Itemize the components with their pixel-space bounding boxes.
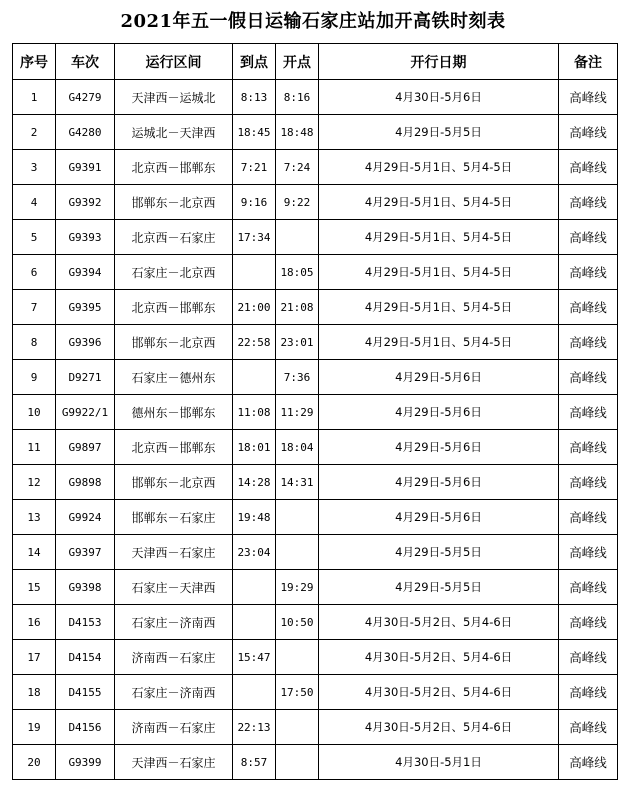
cell-depart: 7:36 xyxy=(276,360,319,395)
cell-depart: 8:16 xyxy=(276,80,319,115)
cell-depart: 10:50 xyxy=(276,605,319,640)
cell-train: G9897 xyxy=(56,430,115,465)
cell-arrive: 18:45 xyxy=(233,115,276,150)
cell-route: 天津西－运城北 xyxy=(115,80,233,115)
timetable xyxy=(12,43,618,780)
table-body xyxy=(13,80,618,780)
table-row xyxy=(13,325,618,360)
header-row xyxy=(13,44,618,80)
cell-remark: 高峰线 xyxy=(559,255,618,290)
cell-remark: 高峰线 xyxy=(559,290,618,325)
header-route: 运行区间 xyxy=(115,44,233,80)
cell-train: D4153 xyxy=(56,605,115,640)
cell-route: 石家庄－济南西 xyxy=(115,675,233,710)
header-seq: 序号 xyxy=(13,44,56,80)
cell-seq: 7 xyxy=(13,290,56,325)
table-row xyxy=(13,290,618,325)
cell-route: 邯郸东－石家庄 xyxy=(115,500,233,535)
cell-remark: 高峰线 xyxy=(559,115,618,150)
cell-train: G9393 xyxy=(56,220,115,255)
cell-arrive xyxy=(233,675,276,710)
table-row xyxy=(13,535,618,570)
table-row xyxy=(13,430,618,465)
cell-seq: 8 xyxy=(13,325,56,360)
cell-seq: 20 xyxy=(13,745,56,780)
cell-seq: 1 xyxy=(13,80,56,115)
cell-remark: 高峰线 xyxy=(559,605,618,640)
cell-train: D4154 xyxy=(56,640,115,675)
cell-route: 济南西－石家庄 xyxy=(115,710,233,745)
cell-route: 邯郸东－北京西 xyxy=(115,185,233,220)
cell-route: 石家庄－济南西 xyxy=(115,605,233,640)
cell-arrive: 22:58 xyxy=(233,325,276,360)
cell-arrive: 14:28 xyxy=(233,465,276,500)
cell-train: G9922/1 xyxy=(56,395,115,430)
cell-train: G9394 xyxy=(56,255,115,290)
cell-route: 邯郸东－北京西 xyxy=(115,325,233,360)
cell-train: G9398 xyxy=(56,570,115,605)
cell-arrive: 9:16 xyxy=(233,185,276,220)
cell-arrive xyxy=(233,360,276,395)
cell-train: G9924 xyxy=(56,500,115,535)
cell-dates: 4月29日-5月5日 xyxy=(319,570,559,605)
cell-depart xyxy=(276,535,319,570)
table-row xyxy=(13,115,618,150)
cell-dates: 4月29日-5月1日、5月4-5日 xyxy=(319,255,559,290)
cell-depart: 7:24 xyxy=(276,150,319,185)
table-row xyxy=(13,80,618,115)
cell-seq: 19 xyxy=(13,710,56,745)
cell-depart: 17:50 xyxy=(276,675,319,710)
cell-seq: 11 xyxy=(13,430,56,465)
cell-train: G9395 xyxy=(56,290,115,325)
cell-depart: 18:48 xyxy=(276,115,319,150)
cell-dates: 4月29日-5月1日、5月4-5日 xyxy=(319,290,559,325)
cell-remark: 高峰线 xyxy=(559,570,618,605)
cell-depart xyxy=(276,640,319,675)
cell-dates: 4月29日-5月5日 xyxy=(319,535,559,570)
cell-route: 运城北－天津西 xyxy=(115,115,233,150)
cell-dates: 4月30日-5月2日、5月4-6日 xyxy=(319,710,559,745)
cell-route: 德州东－邯郸东 xyxy=(115,395,233,430)
cell-remark: 高峰线 xyxy=(559,500,618,535)
cell-depart xyxy=(276,500,319,535)
table-row xyxy=(13,605,618,640)
cell-remark: 高峰线 xyxy=(559,80,618,115)
cell-remark: 高峰线 xyxy=(559,675,618,710)
header-depart: 开点 xyxy=(276,44,319,80)
cell-seq: 17 xyxy=(13,640,56,675)
cell-dates: 4月30日-5月2日、5月4-6日 xyxy=(319,640,559,675)
cell-arrive: 17:34 xyxy=(233,220,276,255)
cell-dates: 4月30日-5月1日 xyxy=(319,745,559,780)
cell-route: 北京西－邯郸东 xyxy=(115,150,233,185)
cell-route: 邯郸东－北京西 xyxy=(115,465,233,500)
cell-remark: 高峰线 xyxy=(559,745,618,780)
cell-arrive: 15:47 xyxy=(233,640,276,675)
cell-dates: 4月29日-5月6日 xyxy=(319,395,559,430)
cell-seq: 9 xyxy=(13,360,56,395)
table-row xyxy=(13,500,618,535)
cell-remark: 高峰线 xyxy=(559,430,618,465)
cell-seq: 12 xyxy=(13,465,56,500)
cell-dates: 4月29日-5月1日、5月4-5日 xyxy=(319,185,559,220)
cell-route: 北京西－邯郸东 xyxy=(115,290,233,325)
cell-arrive xyxy=(233,570,276,605)
cell-seq: 14 xyxy=(13,535,56,570)
cell-dates: 4月29日-5月5日 xyxy=(319,115,559,150)
table-row xyxy=(13,185,618,220)
cell-depart: 18:05 xyxy=(276,255,319,290)
cell-route: 石家庄－北京西 xyxy=(115,255,233,290)
cell-remark: 高峰线 xyxy=(559,710,618,745)
cell-remark: 高峰线 xyxy=(559,360,618,395)
cell-remark: 高峰线 xyxy=(559,535,618,570)
cell-dates: 4月29日-5月1日、5月4-5日 xyxy=(319,220,559,255)
cell-seq: 2 xyxy=(13,115,56,150)
cell-route: 天津西－石家庄 xyxy=(115,745,233,780)
cell-train: D4156 xyxy=(56,710,115,745)
cell-depart: 21:08 xyxy=(276,290,319,325)
cell-arrive: 11:08 xyxy=(233,395,276,430)
cell-train: G9397 xyxy=(56,535,115,570)
page-title: 2021年五一假日运输石家庄站加开高铁时刻表 xyxy=(120,11,506,32)
table-row xyxy=(13,150,618,185)
cell-depart: 23:01 xyxy=(276,325,319,360)
cell-train: D9271 xyxy=(56,360,115,395)
cell-depart: 19:29 xyxy=(276,570,319,605)
cell-remark: 高峰线 xyxy=(559,465,618,500)
table-row xyxy=(13,360,618,395)
cell-train: G4279 xyxy=(56,80,115,115)
cell-depart xyxy=(276,220,319,255)
cell-dates: 4月29日-5月1日、5月4-5日 xyxy=(319,325,559,360)
table-row xyxy=(13,465,618,500)
cell-remark: 高峰线 xyxy=(559,220,618,255)
table-row xyxy=(13,640,618,675)
cell-seq: 16 xyxy=(13,605,56,640)
cell-depart xyxy=(276,745,319,780)
cell-depart: 14:31 xyxy=(276,465,319,500)
cell-route: 石家庄－天津西 xyxy=(115,570,233,605)
cell-depart: 11:29 xyxy=(276,395,319,430)
header-arrive: 到点 xyxy=(233,44,276,80)
cell-remark: 高峰线 xyxy=(559,185,618,220)
cell-dates: 4月30日-5月6日 xyxy=(319,80,559,115)
cell-seq: 15 xyxy=(13,570,56,605)
cell-seq: 13 xyxy=(13,500,56,535)
table-row xyxy=(13,395,618,430)
cell-seq: 6 xyxy=(13,255,56,290)
table-row xyxy=(13,710,618,745)
cell-seq: 10 xyxy=(13,395,56,430)
table-row xyxy=(13,675,618,710)
header-dates: 开行日期 xyxy=(319,44,559,80)
cell-seq: 4 xyxy=(13,185,56,220)
cell-route: 天津西－石家庄 xyxy=(115,535,233,570)
table-row xyxy=(13,745,618,780)
cell-remark: 高峰线 xyxy=(559,325,618,360)
cell-train: G9396 xyxy=(56,325,115,360)
header-train: 车次 xyxy=(56,44,115,80)
cell-arrive xyxy=(233,605,276,640)
cell-arrive xyxy=(233,255,276,290)
cell-remark: 高峰线 xyxy=(559,395,618,430)
cell-dates: 4月30日-5月2日、5月4-6日 xyxy=(319,675,559,710)
cell-seq: 5 xyxy=(13,220,56,255)
cell-train: G9399 xyxy=(56,745,115,780)
cell-train: G9392 xyxy=(56,185,115,220)
cell-arrive: 23:04 xyxy=(233,535,276,570)
cell-train: G9391 xyxy=(56,150,115,185)
cell-arrive: 19:48 xyxy=(233,500,276,535)
cell-train: D4155 xyxy=(56,675,115,710)
cell-seq: 18 xyxy=(13,675,56,710)
cell-arrive: 21:00 xyxy=(233,290,276,325)
table-row xyxy=(13,255,618,290)
cell-dates: 4月29日-5月6日 xyxy=(319,465,559,500)
cell-arrive: 7:21 xyxy=(233,150,276,185)
cell-train: G9898 xyxy=(56,465,115,500)
cell-route: 济南西－石家庄 xyxy=(115,640,233,675)
cell-depart xyxy=(276,710,319,745)
cell-train: G4280 xyxy=(56,115,115,150)
table-row xyxy=(13,570,618,605)
cell-seq: 3 xyxy=(13,150,56,185)
cell-route: 北京西－邯郸东 xyxy=(115,430,233,465)
cell-remark: 高峰线 xyxy=(559,150,618,185)
cell-dates: 4月29日-5月6日 xyxy=(319,360,559,395)
cell-dates: 4月29日-5月1日、5月4-5日 xyxy=(319,150,559,185)
cell-arrive: 8:13 xyxy=(233,80,276,115)
table-row xyxy=(13,220,618,255)
cell-remark: 高峰线 xyxy=(559,640,618,675)
cell-route: 北京西－石家庄 xyxy=(115,220,233,255)
cell-dates: 4月30日-5月2日、5月4-6日 xyxy=(319,605,559,640)
cell-arrive: 22:13 xyxy=(233,710,276,745)
cell-dates: 4月29日-5月6日 xyxy=(319,500,559,535)
header-remark: 备注 xyxy=(559,44,618,80)
cell-depart: 18:04 xyxy=(276,430,319,465)
cell-arrive: 8:57 xyxy=(233,745,276,780)
cell-arrive: 18:01 xyxy=(233,430,276,465)
cell-route: 石家庄－德州东 xyxy=(115,360,233,395)
cell-depart: 9:22 xyxy=(276,185,319,220)
cell-dates: 4月29日-5月6日 xyxy=(319,430,559,465)
